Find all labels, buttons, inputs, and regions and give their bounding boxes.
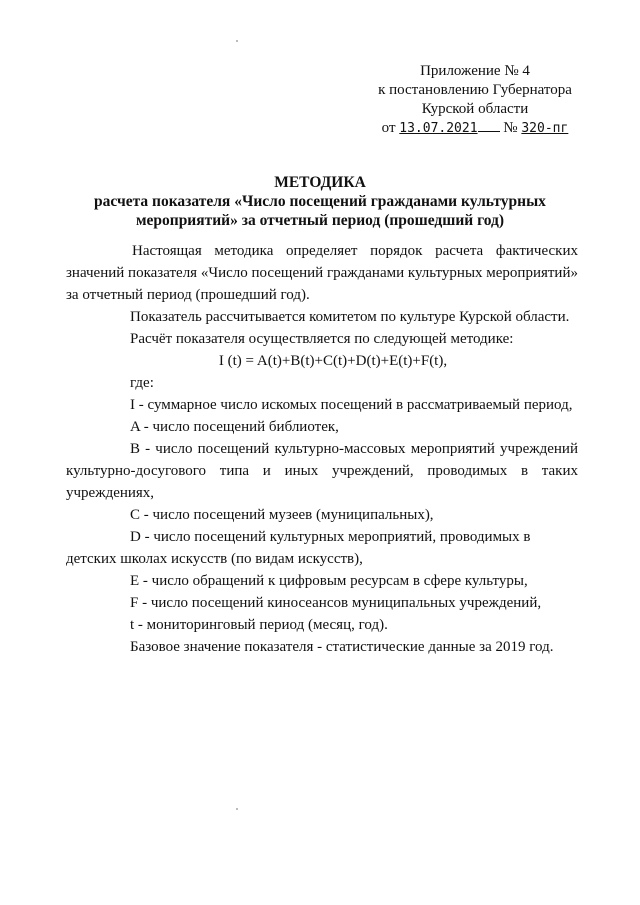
definition-i: I - суммарное число искомых посещений в рассматриваемый период, (130, 397, 573, 413)
paragraph-intro: Настоящая методика определяет порядок расчета фактических значений показателя «Число посещений гражданами культурных мероприятий» за отчетный период (прошедший год). (66, 243, 578, 303)
definition-c: C - число посещений музеев (муниципальных), (130, 507, 434, 523)
appendix-decree: к постановлению Губернатора (378, 82, 572, 98)
scan-speck (236, 808, 238, 810)
paragraph-committee: Показатель рассчитывается комитетом по культуре Курской области. (130, 309, 570, 325)
definition-b: B - число посещений культурно-массовых мероприятий учреждений культурно-досугового типа и иных учреждений, проводимых в таких учреждениях, (66, 441, 578, 501)
where-label: где: (130, 375, 154, 391)
definition-t: t - мониторинговый период (месяц, год). (130, 617, 388, 633)
title-heading: МЕТОДИКА (274, 174, 366, 191)
decree-date: 13.07.2021 (399, 121, 478, 136)
appendix-region: Курской области (421, 101, 529, 117)
definition-d-line-2: детских школах искусств (по видам искусств), (66, 551, 363, 567)
definition-d-line-1: D - число посещений культурных мероприятий, проводимых в (130, 529, 531, 545)
definition-a: A - число посещений библиотек, (130, 419, 339, 435)
date-underline (478, 119, 500, 132)
title-line-3: мероприятий» за отчетный период (прошедший год) (135, 212, 505, 229)
appendix-block (360, 62, 590, 138)
paragraph-method: Расчёт показателя осуществляется по следующей методике: (130, 331, 514, 347)
appendix-date-line (360, 119, 590, 138)
title-line-2: расчета показателя «Число посещений гражданами культурных (94, 193, 546, 210)
definition-e: E - число обращений к цифровым ресурсам в сфере культуры, (130, 573, 528, 589)
base-value: Базовое значение показателя - статистические данные за 2019 год. (130, 639, 554, 655)
definition-f: F - число посещений киносеансов муниципальных учреждений, (130, 595, 542, 611)
from-label: от (381, 120, 396, 136)
number-label: № (503, 120, 518, 136)
appendix-number: Приложение № 4 (420, 63, 530, 79)
formula: I (t) = A(t)+B(t)+C(t)+D(t)+E(t)+F(t), (218, 353, 448, 369)
document-title (60, 173, 580, 230)
scan-speck (236, 40, 238, 42)
document-body (66, 240, 578, 658)
decree-number: 320-пг (521, 121, 569, 136)
